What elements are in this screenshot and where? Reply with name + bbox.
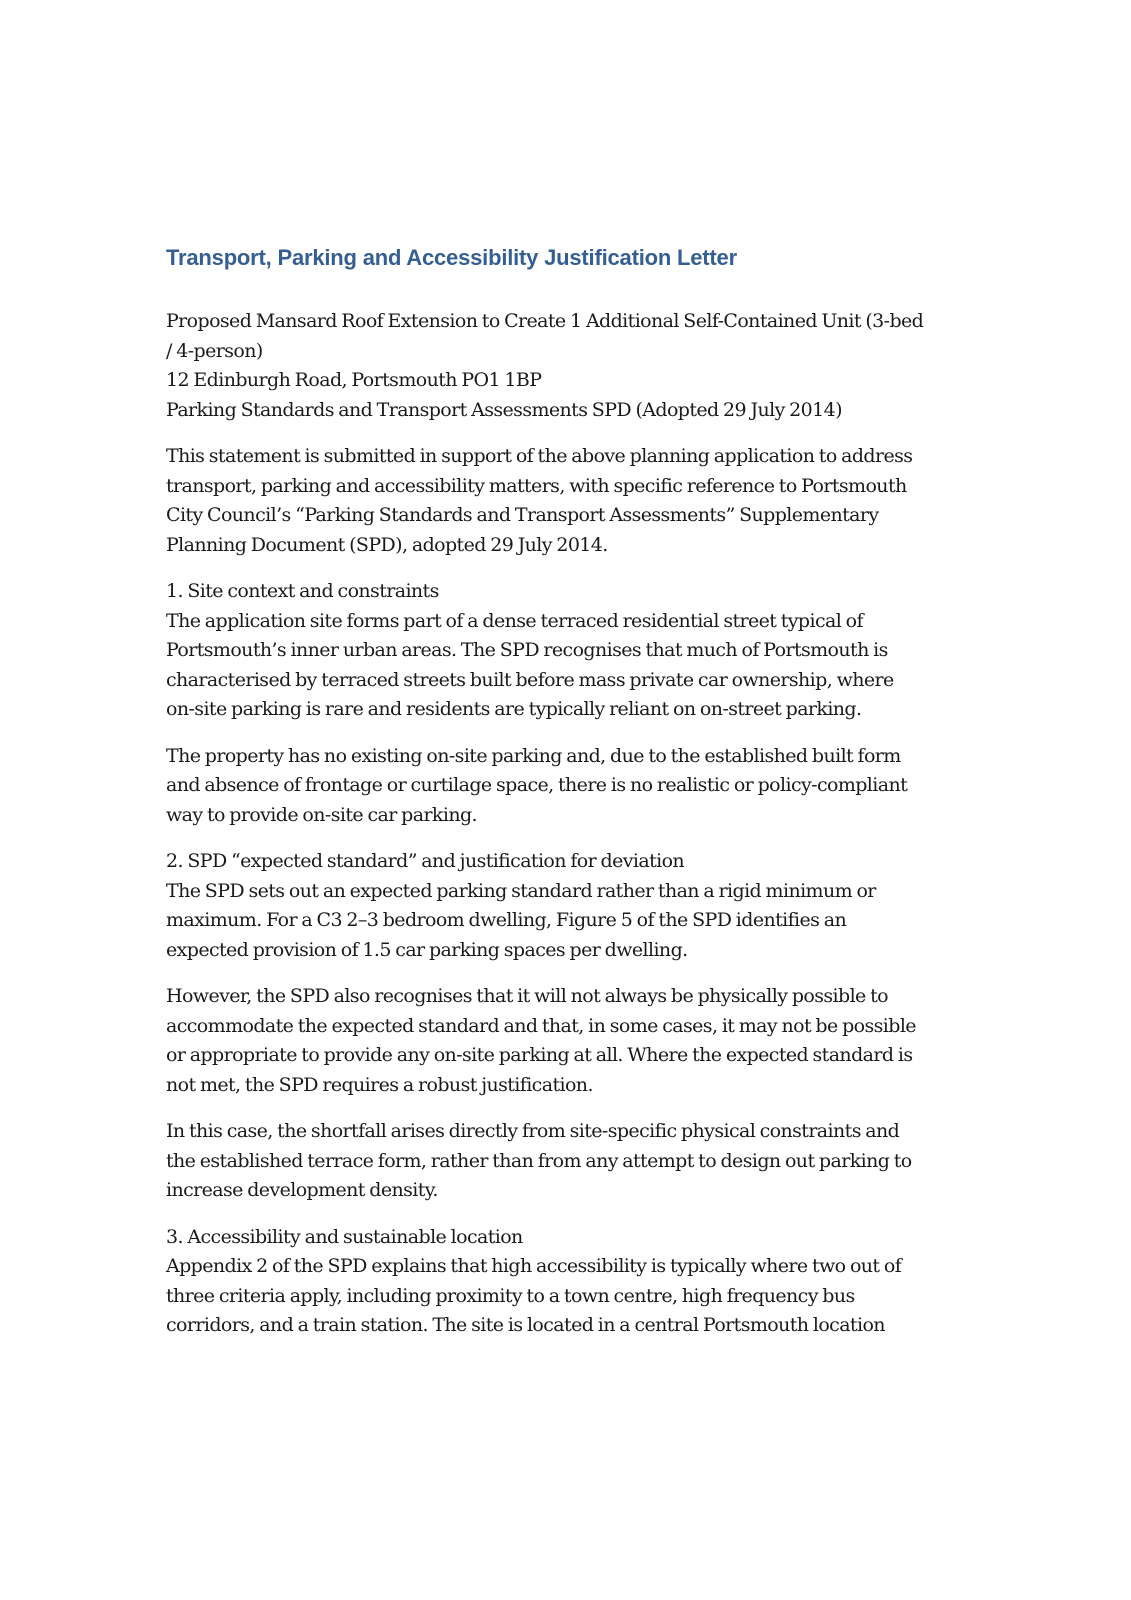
- text-line: increase development density.: [166, 1179, 438, 1201]
- text-line: maximum. For a C3 2–3 bedroom dwelling, Figure 5 of the SPD identifies an: [166, 909, 847, 931]
- section-3-paragraph-1: [166, 1223, 966, 1341]
- text-line: In this case, the shortfall arises directly from site-specific physical constraints and: [166, 1120, 900, 1142]
- text-line: Planning Document (SPD), adopted 29 July 2014.: [166, 533, 608, 556]
- section-heading: 1. Site context and constraints: [166, 580, 439, 602]
- text-line: transport, parking and accessibility matters, with specific reference to Portsmouth: [166, 474, 907, 497]
- section-1-paragraph-1: [166, 577, 966, 725]
- text-line: corridors, and a train station. The site is located in a central Portsmouth location: [166, 1314, 885, 1336]
- text-line: This statement is submitted in support of the above planning application to address: [166, 445, 913, 467]
- text-line: The SPD sets out an expected parking standard rather than a rigid minimum or: [166, 879, 876, 902]
- text-line: However, the SPD also recognises that it will not always be physically possible to: [166, 985, 889, 1007]
- header-line: 12 Edinburgh Road, Portsmouth PO1 1BP: [166, 369, 542, 391]
- text-line: accommodate the expected standard and that, in some cases, it may not be possible: [166, 1014, 916, 1037]
- header-line: Proposed Mansard Roof Extension to Create 1 Additional Self-Contained Unit (3-bed: [166, 310, 924, 332]
- text-line: Appendix 2 of the SPD explains that high accessibility is typically where two out of: [166, 1255, 902, 1277]
- text-line: not met, the SPD requires a robust justification.: [166, 1073, 593, 1096]
- section-2-paragraph-2: [166, 982, 966, 1100]
- section-2-paragraph-3: [166, 1117, 966, 1206]
- header-block: [166, 307, 966, 425]
- text-line: on-site parking is rare and residents are typically reliant on on-street parking.: [166, 698, 862, 720]
- text-line: expected provision of 1.5 car parking spaces per dwelling.: [166, 938, 688, 961]
- header-line: / 4-person): [166, 339, 263, 362]
- text-line: The property has no existing on-site parking and, due to the established built form: [166, 744, 901, 767]
- header-line: Parking Standards and Transport Assessments SPD (Adopted 29 July 2014): [166, 398, 842, 421]
- document-body: [166, 243, 966, 1358]
- text-line: The application site forms part of a dense terraced residential street typical of: [166, 609, 863, 632]
- section-2-paragraph-1: [166, 847, 966, 965]
- text-line: way to provide on-site car parking.: [166, 803, 477, 826]
- text-line: three criteria apply, including proximity to a town centre, high frequency bus: [166, 1284, 855, 1307]
- intro-paragraph: [166, 442, 966, 560]
- text-line: the established terrace form, rather than from any attempt to design out parking to: [166, 1149, 912, 1172]
- section-heading: 3. Accessibility and sustainable location: [166, 1225, 523, 1248]
- section-heading: 2. SPD “expected standard” and justification for deviation: [166, 850, 685, 872]
- text-line: and absence of frontage or curtilage space, there is no realistic or policy-compliant: [166, 774, 908, 796]
- document-title: Transport, Parking and Accessibility Justification Letter: [166, 245, 737, 270]
- text-line: or appropriate to provide any on-site parking at all. Where the expected standard is: [166, 1044, 913, 1066]
- text-line: Portsmouth’s inner urban areas. The SPD recognises that much of Portsmouth is: [166, 639, 888, 661]
- text-line: characterised by terraced streets built before mass private car ownership, where: [166, 668, 894, 691]
- section-1-paragraph-2: [166, 742, 966, 831]
- text-line: City Council’s “Parking Standards and Transport Assessments” Supplementary: [166, 504, 879, 526]
